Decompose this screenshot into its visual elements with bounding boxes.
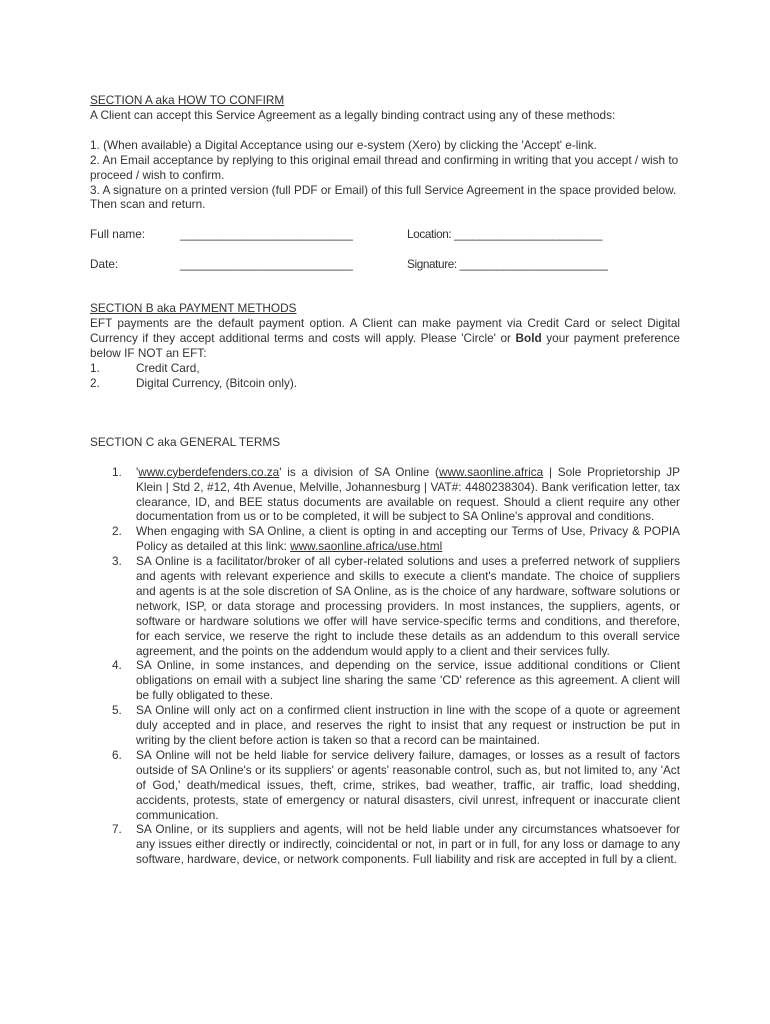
payment-option-digital-currency[interactable] [90,376,680,391]
document-page [90,93,680,867]
full-name-label: Full name: [90,227,146,242]
term-text: SA Online is a facilitator/broker of all cyber-related solutions and uses a preferred network of suppliers and agents with relevant experience and skills to execute a client's mandate. The choice of suppliers and agents is at the sole discretion of SA Online, as is the choice of any hardware, software solutions or network, ISP, or data storage and processing providers. In most instances, the suppliers, agents, or software or hardware solutions we offer will have service-specific terms and conditions, and therefore, for each service, we reserve the right to include these details as an addendum to this overall service agreement, and the points on the addendum would apply to a client and their services fully. [136,554,680,658]
terms-of-use-link[interactable]: www.saonline.africa/use.html [290,539,443,554]
payment-option-credit-card[interactable] [90,361,680,376]
term-number: 2. [112,524,122,539]
payment-option-label: Digital Currency, (Bitcoin only). [136,375,298,390]
term-item [90,524,680,554]
term-item [90,658,680,703]
term-text [136,524,680,554]
full-name-field[interactable]: ____________________________ [180,227,353,242]
term-number: 5. [112,703,122,718]
general-terms-list [90,465,680,867]
term-item [90,554,680,658]
quote-mark: ' [136,464,139,479]
section-b-bold-word: Bold [515,331,542,346]
section-b-text [90,316,680,361]
method-3: 3. A signature on a printed version (full PDF or Email) of this full Service Agreement in the space provided below. Then scan and return. [90,182,677,212]
form-row-date-signature [90,257,680,272]
section-c-title: SECTION C aka GENERAL TERMS [90,434,281,449]
payment-options-list [90,361,680,391]
term-item [90,465,680,525]
date-label: Date: [90,257,119,272]
payment-option-number: 1. [90,360,100,375]
term-number: 3. [112,554,122,569]
method-2: 2. An Email acceptance by replying to this original email thread and confirming in writing that you accept / wish to proceed / wish to confirm. [90,152,679,182]
term-number: 7. [112,822,122,837]
term-1-text-b: | Sole Proprietorship JP Klein | Std 2, #12, 4th Avenue, Melville, Johannesburg | VAT#: 4480238304). Bank verification letter, tax clearance, ID, and BEE status documents are available on request. Should a client require any other documentation from us or to be completed, it will be subject to SA Online's approval and conditions. [136,464,680,524]
term-item [90,703,680,748]
term-number: 1. [112,464,122,479]
section-b-text-end: your payment preference below IF NOT an EFT: [90,331,680,361]
section-a-intro: A Client can accept this Service Agreement as a legally binding contract using any of these methods: [90,107,616,122]
term-text: SA Online will not be held liable for service delivery failure, damages, or losses as a result of factors outside of SA Online's or its suppliers' or agents' reasonable control, such as, but not limited to, any 'Act of God,' death/medical issues, theft, crime, strikes, bad weather, traffic, air traffic, load shedding, accidents, protests, state of emergency or natural disasters, civil unrest, infrequent or inaccurate client communication. [136,747,680,822]
section-a-title: SECTION A aka HOW TO CONFIRM [90,93,285,107]
term-text: SA Online, in some instances, and depending on the service, issue additional conditions or Client obligations on email with a subject line sharing the same 'CD' reference as this agreement. A client will be fully obligated to these. [136,658,680,703]
term-text [136,465,680,525]
section-b-text-start: EFT payments are the default payment option. A Client can make payment via Credit Card or select Digital Currency if they accept additional terms and costs will apply. Please 'Circle' or [90,316,680,346]
signature-field[interactable]: Signature: ________________________ [407,257,608,272]
location-field[interactable]: Location: ________________________ [407,227,603,242]
saonline-link[interactable]: www.saonline.africa [438,464,544,479]
term-text: SA Online, or its suppliers and agents, will not be held liable under any circumstances whatsoever for any issues either directly or indirectly, coincidental or not, in part or in full, for any loss or damage to any software, hardware, device, or network components. Full liability and risk are accepted in full by a client. [136,822,680,867]
method-1: 1. (When available) a Digital Acceptance using our e-system (Xero) by clicking the 'Accept' e-link. [90,137,597,152]
section-b-title: SECTION B aka PAYMENT METHODS [90,301,297,316]
term-1-text-a: ' is a division of SA Online ( [279,464,439,479]
form-row-name-location [90,227,680,242]
term-number: 4. [112,658,122,673]
term-text: SA Online will only act on a confirmed client instruction in line with the scope of a quote or agreement duly accepted and in place, and reserves the right to insist that any request or instruction be put in writing by the client before action is taken so that a record can be maintained. [136,703,680,747]
payment-option-label: Credit Card, [136,360,200,375]
term-item [90,748,680,823]
term-number: 6. [112,747,122,762]
term-2-text: When engaging with SA Online, a client is opting in and accepting our Terms of Use, Privacy & POPIA Policy as detailed at this link: [136,524,680,554]
cyberdefenders-link[interactable]: www.cyberdefenders.co.za [138,464,280,479]
payment-option-number: 2. [90,375,100,390]
term-item [90,822,680,867]
date-field[interactable]: ____________________________ [180,257,353,272]
